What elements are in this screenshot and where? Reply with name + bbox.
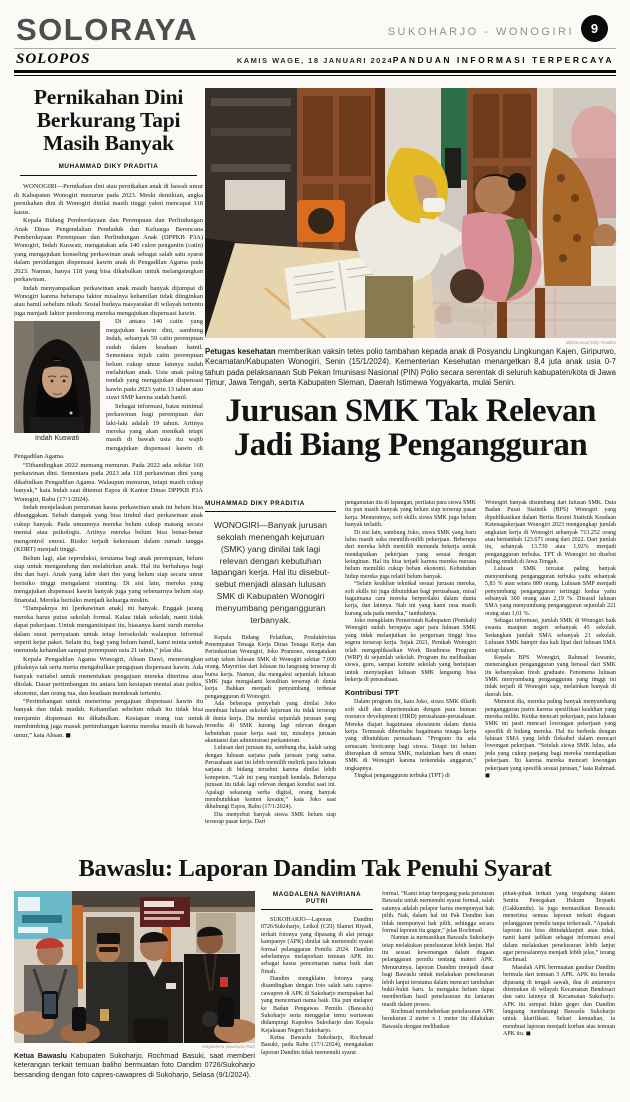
smk-column-3 xyxy=(485,500,616,846)
smk-body-col2a xyxy=(345,500,476,684)
paragraph: Ada beberapa penyebab yang dinilai Joko membuat lulusan sekolah kejuruan itu tidak terserap di dunia kerja. Dia menilai sejumlah jurusan yang tersedia di SMK kurang lagi relevan dengan kebutuhan pasar kerja saat ini, misalnya jurusan akuntansi dan administrasi perkantoran. xyxy=(205,701,336,744)
smk-body-col3 xyxy=(485,500,616,780)
headline-line2: Jadi Biang Pengangguran xyxy=(233,427,588,464)
paragraph: Kepala Pengadilan Agama Wonogiri, Ahsan Dawi, menerangkan pihaknya tak serta merta mengabulkan pengajuan dispensasi kawin. Ada banyak variabel untuk menentukan pengajuan mereka diterima atau ditolak. Dasar pertimbangan itu antara lain kesiapan mental atau psikis, ekonomi, dan orang tua, dan keadaan mendesak tertentu. xyxy=(14,655,203,697)
paragraph: Wonogiri banyak disumbang dari lulusan SMK. Data Badan Pusat Statistik (BPS) Wonogiri yang dipublikasikan dalam Berita Resmi Statistik Keadaan Ketenagakerjaan Wonogiri 2023 mengungkap jumlah angkatan kerja di Wonogiri sebanyak 713.252 orang atau bertambah 123.671 orang dari 2022. Dari jumlah itu, sebanyak 13.730 atau 1,92% menjadi pengangguran terbuka. TPT di Wonogiri ini disebut paling rendah di Jawa Tengah. xyxy=(485,500,616,565)
paragraph: “Pertimbangan untuk menerima pengajuan dispensasi kawin itu banyak dan tidak mudah. Kehamilan sebelum nikah itu tidak bisa menjamin dispensasi itu dikabulkan. Kesiapan orang tua untuk membimbing juga masuk pertimbangan karena mereka masih di bawah umur,” kata Ahsan. ◼ xyxy=(14,698,203,739)
paragraph: Kepala Bidang Pemberdayaan dan Perempuan dan Perlindungan Anak Dinas Pengendalian Penduduk dan Keluarga Berencana Pemberdayaan Perempuan dan Perlindungan Anak (DPPKB P3A) Wonogiri, Indah Kuswati, mengatakan ada 140 calon pengantin (catin) yang mengajukan konseling perkawinan anak sebagai salah satu syarat dalam persidangan dispensasi kawin anak di Pengadilan Agama pada 2023. Namun, hanya 118 yang bisa dikabulkan untuk melangsungkan perkawinan. xyxy=(14,217,203,284)
article-bawaslu-columns xyxy=(261,891,616,1091)
smk-body-col1 xyxy=(205,635,336,827)
bawaslu-photo xyxy=(14,891,255,1043)
portrait-photo-graphic xyxy=(14,321,100,433)
smk-column-2 xyxy=(345,500,476,846)
paragraph: pengamatan dia di lapangan, perilaku para siswa SMK itu pun masih banyak yang belum siap terserap pasar kerja. Menurutnya, soft skills siswa SMK juga belum banyak terlatih. xyxy=(345,500,476,529)
tagline: PANDUAN INFORMASI TERPERCAYA xyxy=(392,55,614,65)
paragraph: Masalah APK bermuatan gambar Dandim bermula dari temuan 3 APK. APK itu berada dipasang di tengah sawah, dua di antaranya ditemukan di wilayah Kecamatan Bendosari dan satu lainnya di Kecamatan Sukoharjo. APK itu sempat bikin geger dan Dandim langsung mendatangi Bawaslu Sukoharjo untuk klarifikasi. Sehari kemudian, ia membuat laporan menjadi korban atas temuan APK itu. ◼ xyxy=(503,964,615,1038)
paragraph: formal. “Kami tetap berpegang pada peraturan Bawaslu untuk memenuhi syarat formal, salah satunya adalah pelapor harus mempunyai hak pilih. Nah, dalam hal ini Pak Dandim kan tidak mempunyai hak pilih, sehingga secara formal laporan itu gugur,” jelas Rochmad. xyxy=(382,891,494,934)
paragraph: Dia menyebut banyak siswa SMK belum siap terserap pasar kerja. Dari xyxy=(205,811,336,826)
paragraph: Belum lagi, alat reproduksi, terutama bagi anak perempuan, belum siap untuk mengandung dan melahirkan anak. Hal itu berbahaya bagi ibu dan bayi. Anak yang lahir dari ibu yang belum siap secara umur berisiko tinggi mengalami stunting. Di sisi lain, mereka yang mengajukan dispensasi kawin banyak juga yang sebenarnya belum siap finansial. Mereka berisiko menjadi keluarga miskin. xyxy=(14,554,203,604)
bawaslu-photo-graphic xyxy=(14,891,255,1043)
bawaslu-column-2 xyxy=(382,891,494,1091)
bawaslu-column-1 xyxy=(261,891,373,1091)
paragraph: Menurut dia, mereka paling banyak menyumbang pengangguran justru karena spesifikasi keahlian yang mereka miliki. Ketika mencari pekerjaan, para lulusan SMK ini pasti mencari lowongan pekerjaan yang spesifik di bidang mereka. Hal itu berbeda dengan lulusan SMA yang lebih fleksibel dalam mencari lowongan pekerjaan. “Setelah siswa SMK lulus, ada jeda yang cukup panjang bagi mereka mendapatkan pekerjaan. Itu karena mereka mencari lowongan pekerjaan yang spesifik sesuai jurusan,” kata Rahmad. ◼ xyxy=(485,699,616,779)
paragraph: SUKOHARJO—Laporan Dandim 0726/Sukoharjo, Letkol (CZI) Slamet Riyadi, terkait fotonya yang dipasang di alat peraga kampanye (APK) dinilai tak memenuhi syarat formal pelanggaran Pemilu 2024. Dandim sebelumnya melaporkan temuan APK itu sebagai kasus pencemaran nama baik dan fitnah. xyxy=(261,917,373,975)
caption-lead: Petugas kesehatan xyxy=(205,347,276,356)
region-label: SUKOHARJO - WONOGIRI xyxy=(387,26,574,38)
paragraph: “Selain keahlian teknikal sesuai jurusan mereka, soft skills ini juga dibutuhkan bagi perusahaan, misal bagaimana cara mereka berperilaku dalam dunia kerja, dan lainnya. Nah ini yang kami rasa masih kurang ada pada mereka,” tambahnya. xyxy=(345,581,476,617)
paragraph: Tingkat pengangguran terbuka (TPT) di xyxy=(354,773,450,780)
bawaslu-photo-credit: Magdalena Naviriana Putri xyxy=(201,1044,255,1049)
bawaslu-body-col2 xyxy=(382,891,494,1031)
inset-photo-indah-kuswati xyxy=(14,321,100,443)
paragraph: pihak-pihak terkait yang tergabung dalam Sentra Penegakan Hukum Terpadu (Gakkumdu). Ia juga memastikan Bawaslu menerima semua laporan terkait dugaan pelanggaran pemilu tanpa terkecuali. “Apakah laporan itu bisa ditindaklanjuti atau tidak, nanti kami jadikan sebagai informasi awal dalam melakukan penelusuran lebih lanjut agar persoalannya menjadi lebih jelas,” terang Rochmad. xyxy=(503,891,615,964)
paragraph: Sebagai informasi, batas minimal perkawinan bagi perempuan dan laki-laki adalah 19 tahun. Artinya mereka yang akan menikah tetapi masih di bawah usia itu wajib mengajukan dispensasi kawin di Pengadilan Agama. xyxy=(14,402,203,461)
section-title: SOLORAYA xyxy=(16,12,198,47)
paragraph: Lulusan SMK tercatat paling banyak menyumbang pengangguran terbuka yaitu sebanyak 5,83 % atau setara 800 orang. Lulusan SMP menjadi penyumbang pengangguran tertinggi kedua yaitu sebanyak 300 orang atau 2,19 %. Disusul lulusan SMA yang menyumbang pengangguran sejumlah 221 orang atau 1,61 %. xyxy=(485,566,616,617)
paragraph: “Dampaknya ini [perkawinan anak] ini banyak. Enggak jarang mereka harus putus sekolah formal. Kalau tidak sekolah, nanti tidak dapat pekerjaan. Untuk mengantisipasi itu, biasanya kami suruh mereka dalam surat pernyataan untuk tetap bersekolah walaupun informal seperti kejar paket. Selain itu, bagi yang belum hamil, kami minta untuk menunda kehamilan sampai perempuan usia 21 tahun,” jelas dia. xyxy=(14,605,203,655)
article-byline: MAGDALENA NAVIRIANA PUTRI xyxy=(272,891,362,905)
caption-lead: Ketua Bawaslu xyxy=(14,1051,67,1060)
bawaslu-body-col3 xyxy=(503,891,615,1039)
article-byline: MUHAMMAD DIKY PRADITIA xyxy=(205,500,305,507)
article-body-rest xyxy=(14,318,203,740)
article-body-top xyxy=(14,183,203,318)
article-pernikahan-dini xyxy=(14,86,203,850)
masthead-divider xyxy=(14,48,616,49)
smk-column-1 xyxy=(205,500,336,846)
paragraph: “Dibandingkan 2022 memang menurun. Pada 2022 ada sekitar 160 perkawinan dini. Sementara pada 2023 ada 118 perkawinan dini yang dikabulkan Pengadilan Agama. Walaupun menurun, tetapi masih cukup banyak,” kata Indah saat ditemui Espos di Kantor Dinas DPPKB P3A Wonogiri, Rabu (17/1/2024). xyxy=(14,461,203,503)
article-byline: MUHAMMAD DIKY PRADITIA xyxy=(58,163,159,171)
paragraph: Ketua Bawaslu Sukoharjo, Rochmad Basuki, pada Rabu (17/1/2024), mengatakan laporan Dandim tidak memenuhi syarat xyxy=(261,1035,373,1056)
paragraph: Dalam program itu, kata Joko, siswa SMK dilatih soft skill dan dipertemukan dengan para human resource development (HRD) perusahaan-perusahaan. Mereka diajari bagaimana ekosistem dalam dunia kerja. Termasuk diberitahu bagaimana tenaga kerja yang dibutuhkan perusahaan. “Program itu ada semacam bootcamp bagi siswa. Tetapi ini belum diterapkan di semua SMK, melainkan baru di enam SMK di Wonogiri karena terkendala anggaran,” ungkapnya. xyxy=(345,699,476,772)
headline-line1: Jurusan SMK Tak Relevan xyxy=(225,393,596,429)
byline-rule xyxy=(20,175,197,176)
paragraph: Lulusan dari jurusan itu, sambung dia, kalah saing dengan lulusan sarjana pada jurusan yang sama. Perusahaan saat ini lebih memilih melirik para lulusan sarjana di bidang tersebut karena dinilai lebih kompeten. “Lah ini yang menjadi kendala. Beberapa jurusan itu tidak lagi relevan dengan kondisi saat ini. Apalagi sekarang serba digital, orang banyak membutuhkan konten kreator,” kata Joko saat dihubungi Espos, Rabu (17/1/2024). xyxy=(205,745,336,811)
byline-rule xyxy=(205,511,336,512)
main-photo-polio-vaccination xyxy=(205,88,616,338)
smk-body-col2b xyxy=(345,699,476,780)
paragraph: Namun ia memastikan Bawaslu Sukoharjo tetap melakukan penelusuran lebih lanjut. Hal itu sesuai kewenangan dalam dugaan pelanggaran pemilu tentang materi APK. Menurutnya, laporan Dandim menjadi dasar bagi Bawaslu untuk melakukan penelusuran lebih lanjut terutama dalam mencari tambahan bukti-bukti baru. Ia mengaku belum dapat memberikan hasil penelusuran itu lantaran masih dalam proses. xyxy=(382,935,494,1008)
edition-date: KAMIS WAGE, 18 JANUARI 2024 xyxy=(236,56,394,65)
subhead-kontribusi-tpt: Kontribusi TPT xyxy=(345,688,399,698)
main-photo-graphic xyxy=(205,88,616,338)
paragraph: Di sisi lain, sambung Joko, siswa SMK yang baru lulus masih suka memilih-milih pekerjaan. Beberapa dari mereka lebih memilih menunda bekerja untuk mendapatkan pekerjaan yang sesuai dengan keinginan. Hal itu bisa terjadi karena mereka merasa belum memiliki cukup beban ekonomi. Kebutuhan hidup mereka juga relatif belum banyak. xyxy=(345,529,476,580)
bawaslu-column-3 xyxy=(503,891,615,1091)
caption-text: memberikan vaksin tetes polio tambahan kepada anak di Posyandu Lingkungan Kajen, Giripurwo, Kecamatan/Kabupaten Wonogiri, Senin (15/1/2024). Kementerian Kesehatan menargetkan 8,4 juta anak usia 0-7 tahun pada pelaksanaan Sub Pekan Imunisasi Nasional (PIN) Polio secara serentak di seluruh kabupaten/kota di Jawa Timur, Jawa Tengah, serta Kabupaten Sleman, Daerah Istimewa Yogyakarta, mulai Senin. xyxy=(205,347,616,387)
bawaslu-body-col1 xyxy=(261,917,373,1057)
paragraph: Indah menyampaikan perkawinan anak masih banyak dijumpai di Wonogiri karena beberapa faktor misalnya kehamilan tidak diinginkan atau hamil sebelum nikah. Sosial budaya masyarakat di wilayah tertentu juga menjadi faktor pendorong mereka mengajukan dispensasi kawin. xyxy=(14,284,203,317)
byline-rule xyxy=(261,909,373,910)
paragraph: WONOGIRI—Pernikahan dini atau pernikahan anak di bawah umur di Kabupaten Wonogiri menurun pada 2023. Meski demikian, angka pernikahan dini di Wonogiri dinilai masih tinggi yakni mencapai 118 kasus. xyxy=(14,183,203,216)
paragraph: Rochmad membeberkan penelusuran APK berukuran 2 meter x 1 meter itu dilakukan Bawaslu dengan melibatkan xyxy=(382,1009,494,1030)
paragraph: Indah menjelaskan penurunan kasus perkawinan anak ini belum bisa dibanggakan. Sebab dampak yang bisa timbul dari perkawinan anak cukup banyak. Pada umumnya mereka belum cukup matang secara mental atau psikologis. Artinya mereka belum bisa benar-benar mengontrol emosi. Risiko terjadi kekerasan dalam rumah tangga (KDRT) menjadi tinggi. xyxy=(14,503,203,554)
article-lead: WONOGIRI—Banyak jurusan sekolah menengah kejuruan (SMK) yang dinilai tak lagi relevan dengan kebutuhan lapangan kerja. Hal itu disebut-sebut menjadi alasan lulusan SMK di Kabupaten Wonogiri menyumbang pengangguran terbanyak. xyxy=(211,520,330,625)
paragraph: Kepala Bidang Pelatihan, Produktivitas Penempatan Tenaga Kerja Dinas Tenaga Kerja dan Perindustrian Wonogiri, Joko Pramono, mengatakan setiap tahun lulusan SMK di Wonogiri sekitar 7.000 orang. Mayoritas dari lulusan itu langsung terserap di bursa kerja. Namun, dia mengakui sejumlah lulusan SMK juga mengalami kesulitan terserap di dunia kerja. Bahkan menjadi penyumbang terbesar pengangguran di Wonogiri. xyxy=(205,634,336,700)
paragraph: Dandim mengklaim fotonya yang disandingkan dengan foto salah satu capres-cawapres di APK di Sukoharjo merupakan hal yang mencemari nama baik. Dia pun melapor ke Badan Pengawas Pemilu (Bawaslu) Sukoharjo serta menggelar temu wartawan didampingi Kapolres Sukoharjo dan Kepala Kejaksaan Negeri Sukoharjo. xyxy=(261,976,373,1034)
masthead-rule-thin xyxy=(14,75,616,76)
bawaslu-photo-caption xyxy=(14,1051,255,1079)
article-smk-headline xyxy=(205,394,616,463)
article-title: Pernikahan Dini Berkurang Tapi Masih Banyak xyxy=(33,86,184,155)
page-number-badge: 9 xyxy=(581,15,608,42)
paragraph: Di antara 140 catin yang megajukan kawin dini, sambung Indah, sebanyak 59 catin perempuan sudah dalam keadaan hamil. Sementara tujuh catin perempuan belum cukup umur lainnya sudah melahirkan anak. Usia anak paling rendah yang mengajukan dispensasi kawin pada 2023 yaitu 13 tahun atau siswi SMP karena sudah hamil. xyxy=(106,318,203,402)
main-photo-caption xyxy=(205,347,616,388)
inset-photo-caption: Indah Kuswati xyxy=(35,435,79,443)
article-smk-columns xyxy=(205,500,616,846)
solopos-logo: SOLOPOS xyxy=(16,51,91,67)
caption-text: Kabupaten Sukoharjo, Rochmad Basuki, saat memberi keterangan terkait temuan baliho bermuatan foto Dandim 0726/Sukoharjo bersanding dengan foto capres-cawapres di Sukoharjo, Selasa (9/1/2024). xyxy=(14,1051,255,1079)
paragraph: Joko mengklaim Pemerintah Kabupaten (Pemkab) Wonogiri sudah berupaya agar para lulusan SMK yang tidak melanjutkan ke perguruan tinggi bisa segera terserap kerja. Sejak 2021, Pemkab Wonogiri telah mengaplikasikan Work Readiness Program (WRP) di sejumlah sekolah. Program itu melibatkan siswa, guru, sampai komite sekolah yang bertujuan untuk menyiapkan lulusan SMK langsung bisa bekerja di perusahaan. xyxy=(345,618,476,683)
article-bawaslu-headline: Bawaslu: Laporan Dandim Tak Penuhi Syarat xyxy=(78,855,552,882)
main-photo-credit: Muhammad Diky Praditia xyxy=(565,340,616,345)
paragraph: Kepala BPS Wonogiri, Rahmad Iswanto, menerangkan pengangguran yang berasal dari SMK itu kebanyakan fresh graduate. Fenomena lulusan SMK menyumbang pengangguran yang tinggi ini tidak terjadi di Wonogiri saja, melainkan banyak di daerah lain. xyxy=(485,654,616,698)
masthead-rule-thick xyxy=(14,70,616,73)
paragraph: Sebagai informasi, jumlah SMK di Wonogiri baik swasta maupun negeri sebanyak 45 sekolah. Sedangkan jumlah SMA sebanyak 21 sekolah. Lulusan SMK hampir dua kali lipat dari lulusan SMA setiap tahun. xyxy=(485,618,616,654)
